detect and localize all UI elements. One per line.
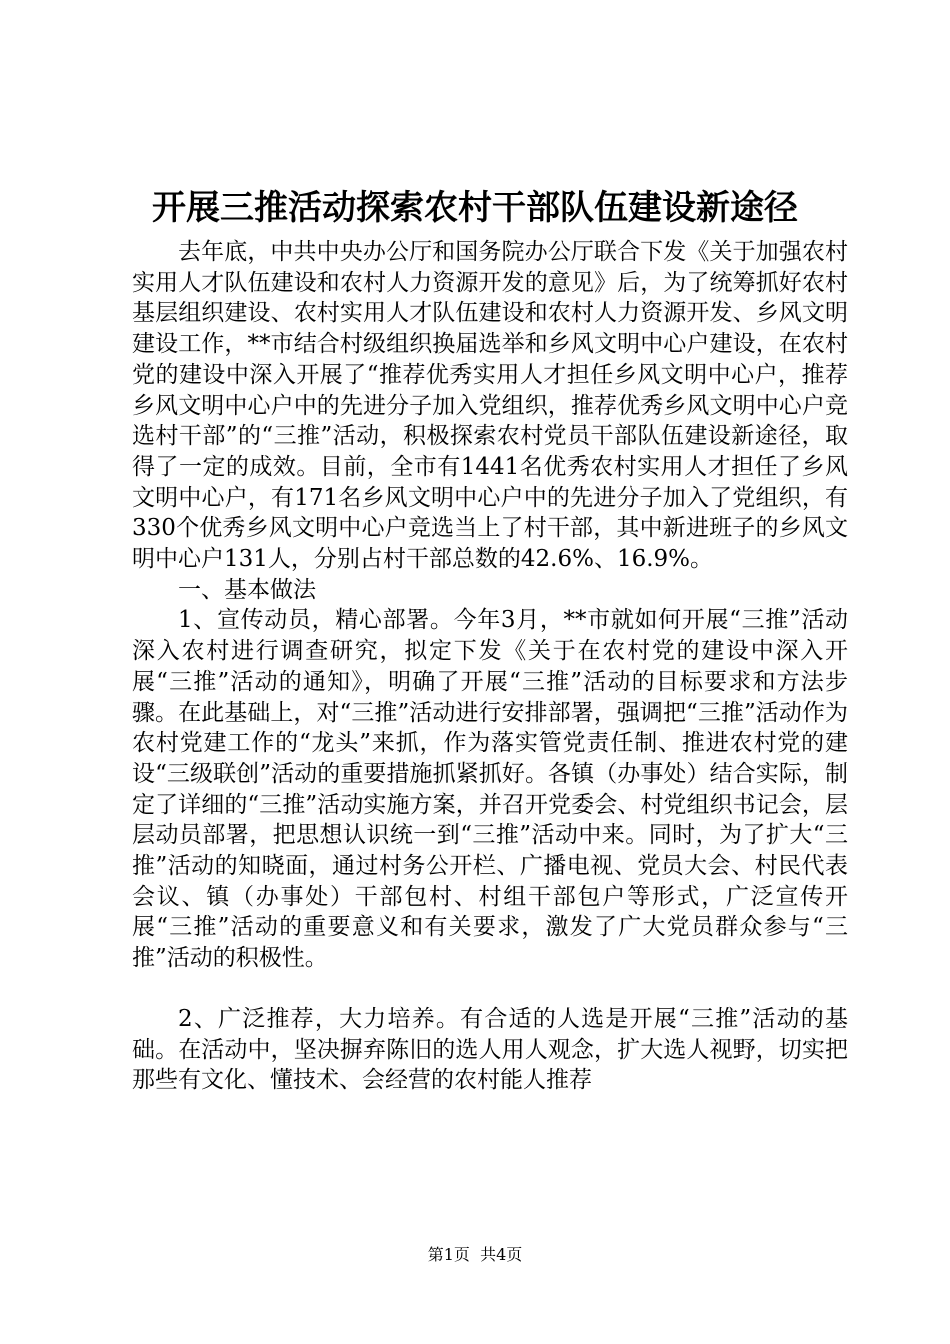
section-heading: 一、基本做法 bbox=[178, 576, 316, 603]
document-body bbox=[132, 237, 848, 1096]
page-footer: 第1页 共4页 bbox=[427, 1245, 523, 1264]
paragraph-intro: 去年底，中共中央办公厅和国务院办公厅联合下发《关于加强农村实用人才队伍建设和农村人力资源开发的意见》后，为了统筹抓好农村基层组织建设、农村实用人才队伍建设和农村人力资源开发、乡风文明建设工作，**市结合村级组织换届选举和乡风文明中心户建设，在农村党的建设中深入开展了“推荐优秀实用人才担任乡风文明中心户，推荐乡风文明中心户中的先进分子加入党组织，推荐优秀乡风文明中心户竞选村干部”的“三推”活动，积极探索农村党员干部队伍建设新途径，取得了一定的成效。目前，全市有1441名优秀农村实用人才担任了乡风文明中心户，有171名乡风文明中心户中的先进分子加入了党组织，有330个优秀乡风文明中心户竞选当上了村干部，其中新进班子的乡风文明中心户131人，分别占村干部总数的42.6%、16.9%。 bbox=[132, 239, 848, 573]
paragraph-2: 2、广泛推荐，大力培养。有合适的人选是开展“三推”活动的基础。在活动中，坚决摒弃陈旧的选人用人观念，扩大选人视野，切实把那些有文化、懂技术、会经营的农村能人推荐 bbox=[132, 1005, 848, 1094]
document-title: 开展三推活动探索农村干部队伍建设新途径 bbox=[152, 188, 798, 228]
paragraph-spacer bbox=[132, 974, 848, 1004]
paragraph-1: 1、宣传动员，精心部署。今年3月，**市就如何开展“三推”活动深入农村进行调查研究，拟定下发《关于在农村党的建设中深入开展“三推”活动的通知》，明确了开展“三推”活动的目标要求和方法步骤。在此基础上，对“三推”活动进行安排部署，强调把“三推”活动作为农村党建工作的“龙头”来抓，作为落实管党责任制、推进农村党的建设“三级联创”活动的重要措施抓紧抓好。各镇（办事处）结合实际，制定了详细的“三推”活动实施方案，并召开党委会、村党组织书记会，层层动员部署，把思想认识统一到“三推”活动中来。同时，为了扩大“三推”活动的知晓面，通过村务公开栏、广播电视、党员大会、村民代表会议、镇（办事处）干部包村、村组干部包户等形式，广泛宣传开展“三推”活动的重要意义和有关要求，激发了广大党员群众参与“三推”活动的积极性。 bbox=[132, 607, 848, 972]
